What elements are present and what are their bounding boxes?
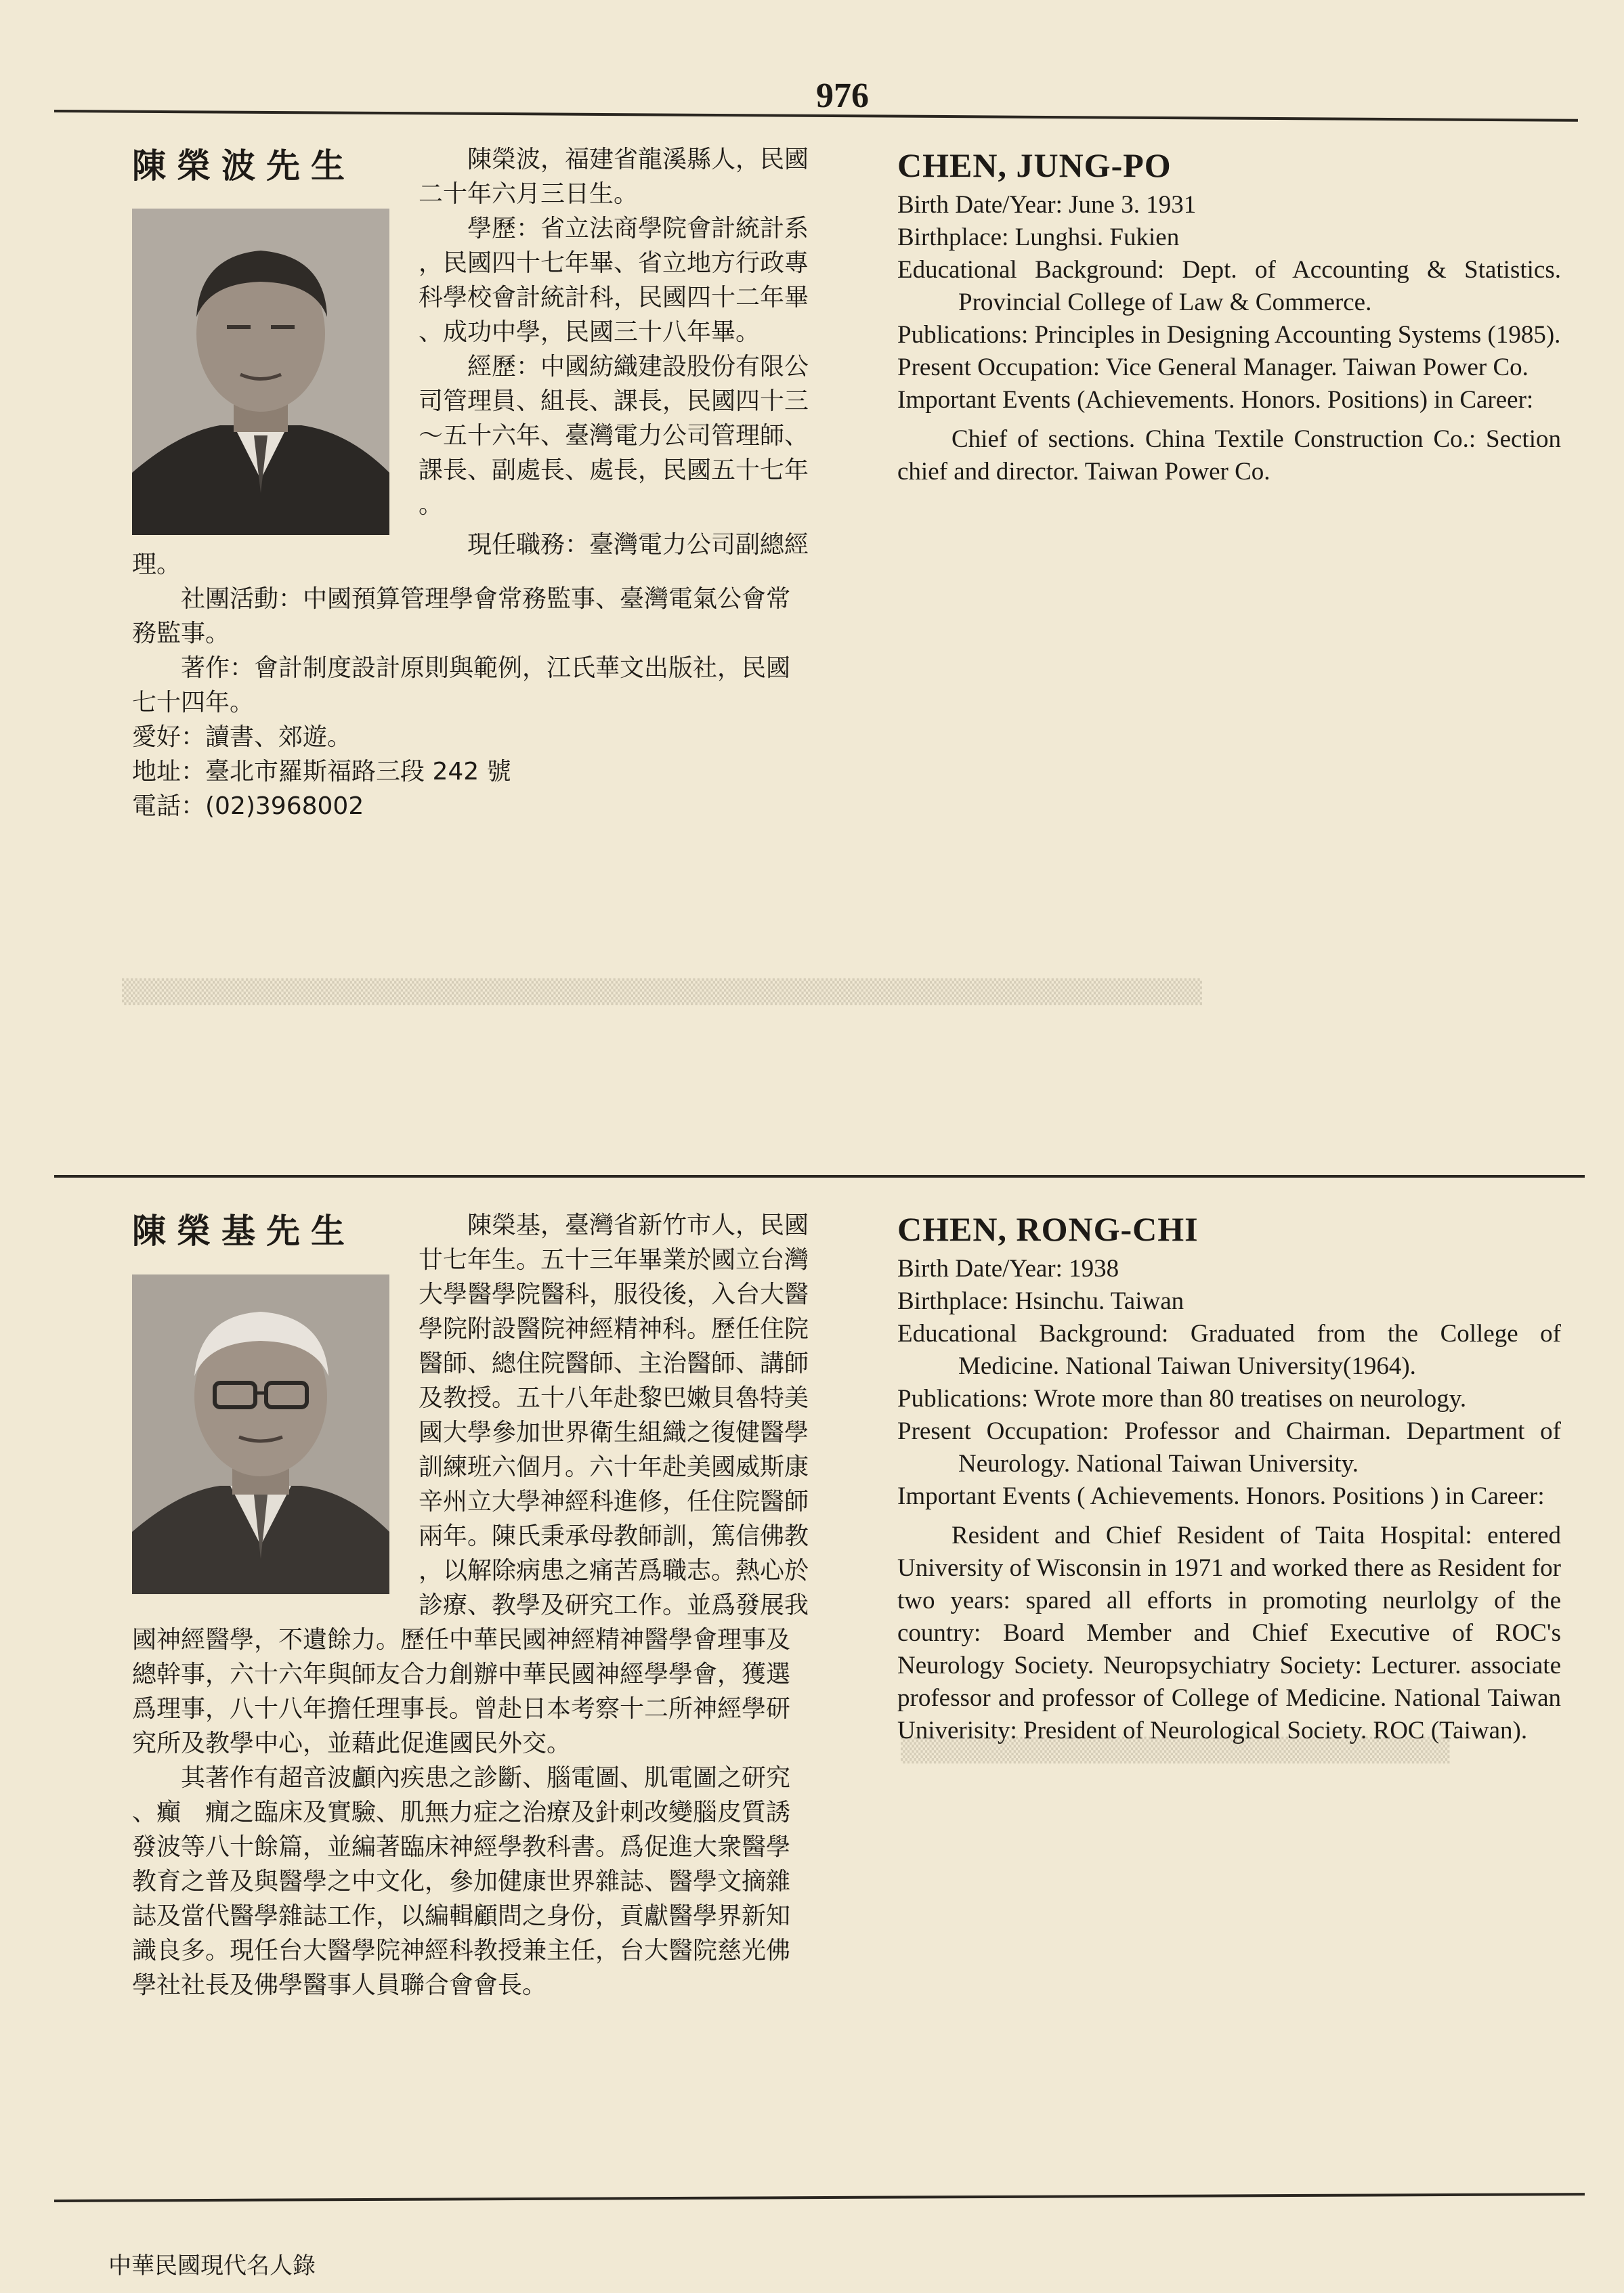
bio-cn-line: 國神經醫學，不遺餘力。歷任中華民國神經精神醫學會理事及 (132, 1626, 791, 1654)
bio-cn-line: 理。 (132, 551, 181, 578)
bio-cn-line: 兩年。陳氏秉承母教師訓，篤信佛教 (419, 1522, 809, 1550)
bio-cn-line: 七十四年。 (132, 689, 255, 716)
bottom-rule (54, 2193, 1585, 2202)
bio-en-column (897, 1209, 1561, 1747)
bio-cn-line: 教育之普及與醫學之中文化，參加健康世界雜誌、醫學文摘雜 (132, 1868, 791, 1895)
bio-cn-line: 學院附設醫院神經精神科。歷任住院 (419, 1315, 809, 1343)
bio-cn-line: 司管理員、組長、課長，民國四十三 (419, 387, 809, 415)
portrait-graphic (132, 209, 389, 535)
en-birth-date: Birth Date/Year: 1938 (897, 1255, 1119, 1283)
bio-cn-line: 著作：會計制度設計原則與範例，江氏華文出版社，民國 (181, 654, 791, 682)
bio-cn-line: 發波等八十餘篇，並編著臨床神經學教科書。爲促進大衆醫學 (132, 1833, 791, 1861)
portrait-photo (132, 209, 389, 535)
entry-name-en: CHEN, RONG-CHI (897, 1210, 1199, 1248)
en-events-text: Resident and Chief Resident of Taita Hospital: entered University of Wisconsin in 1971 and worked there as Resident for two years: spared all efforts in promoting neurlolgy of the country: Board Member and Chief Executive of ROC's Neurology Society. Neuropsychiatry Society: Lecturer. associate professor and professor of College of Medicine. National Taiwan Univerisity: President of Neurological Society. ROC (Taiwan). (897, 1522, 1561, 1744)
bleed-through-texture: ▒▒▒▒▒▒▒▒▒▒▒▒▒▒▒▒▒▒▒▒▒▒▒▒▒▒▒▒▒▒▒▒▒▒▒▒▒▒▒▒▒▒▒▒▒▒▒▒▒▒▒▒▒▒▒▒▒▒▒▒▒ (122, 979, 1202, 1006)
en-occupation: Present Occupation: Professor and Chairman. Department of Neurology. National Taiwan University. (897, 1417, 1561, 1478)
en-birthplace: Birthplace: Lunghsi. Fukien (897, 223, 1180, 251)
bio-cn-line: 學社社長及佛學醫事人員聯合會會長。 (132, 1971, 547, 1999)
bio-cn-line: 訓練班六個月。六十年赴美國威斯康 (419, 1453, 809, 1481)
bio-cn-line: ，民國四十七年畢、省立地方行政專 (419, 249, 809, 277)
bio-cn-line: ，以解除病患之痛苦爲職志。熱心於 (419, 1557, 809, 1585)
bio-cn-line: 辛州立大學神經科進修，任住院醫師 (419, 1488, 809, 1516)
bio-cn-line: 及教授。五十八年赴黎巴嫩貝魯特美 (419, 1384, 809, 1412)
portrait-graphic (132, 1274, 389, 1594)
bio-cn-line: 現任職務：臺灣電力公司副總經 (467, 531, 809, 559)
bio-cn-line: 、癲 癇之臨床及實驗、肌無力症之治療及針刺改變腦皮質誘 (132, 1799, 791, 1826)
bio-cn-line: 務監事。 (132, 620, 230, 647)
footer-book-title: 中華民國現代名人錄 (108, 2252, 316, 2279)
bio-cn-line: 二十年六月三日生。 (419, 180, 639, 208)
portrait-photo (132, 1274, 389, 1594)
bleed-through-texture-2: ▒▒▒▒▒▒▒▒▒▒▒▒▒▒▒▒▒▒▒▒▒▒▒▒▒▒▒▒▒▒▒ (901, 1737, 1450, 1764)
bio-cn-line: 科學校會計統計科，民國四十二年畢 (419, 284, 809, 312)
bio-cn-line: 誌及當代醫學雜誌工作，以編輯顧問之身份，貢獻醫學界新知 (132, 1902, 791, 1930)
page-number: 976 (816, 77, 869, 115)
bio-en-column (897, 146, 1561, 488)
bio-cn-line: 。 (419, 491, 444, 519)
en-birth-date: Birth Date/Year: June 3. 1931 (897, 191, 1197, 219)
bio-cn-line: 地址：臺北市羅斯福路三段 242 號 (132, 758, 511, 786)
en-education: Educational Background: Dept. of Accounting & Statistics. Provincial College of Law & Commerce. (897, 256, 1561, 316)
bio-cn-fullwidth (132, 1623, 836, 2002)
bio-cn-line: 大學醫學院醫科，服役後，入台大醫 (419, 1281, 809, 1308)
en-publications: Publications: Wrote more than 80 treatises on neurology. (897, 1385, 1467, 1413)
bio-cn-column (419, 1208, 832, 1623)
entry-name-cn: 陳榮波先生 (132, 146, 356, 186)
bio-cn-line: 課長、副處長、處長，民國五十七年 (419, 456, 809, 484)
bio-cn-line: 總幹事，六十六年與師友合力創辦中華民國神經學學會，獲選 (132, 1660, 791, 1688)
bio-cn-line: 、成功中學，民國三十八年畢。 (419, 318, 761, 346)
bio-cn-line: 社團活動：中國預算管理學會常務監事、臺灣電氣公會常 (181, 585, 791, 613)
bio-cn-line: 識良多。現任台大醫學院神經科教授兼主任，台大醫院慈光佛 (132, 1937, 791, 1965)
bio-cn-line: 醫師、總住院醫師、主治醫師、講師 (419, 1350, 809, 1377)
entry-name-en: CHEN, JUNG-PO (897, 146, 1172, 184)
bio-cn-line: 電話：(02)3968002 (132, 792, 364, 820)
bio-cn-line: 經歷：中國紡織建設股份有限公 (467, 353, 809, 381)
bio-cn-line: 愛好：讀書、郊遊。 (132, 723, 352, 751)
bio-cn-line: 廿七年生。五十三年畢業於國立台灣 (419, 1246, 809, 1274)
bio-cn-column (419, 142, 832, 562)
bio-cn-line: 其著作有超音波顱內疾患之診斷、腦電圖、肌電圖之研究 (181, 1764, 791, 1792)
en-events-text: Chief of sections. China Textile Construction Co.: Section chief and director. Taiwan Power Co. (897, 425, 1561, 486)
en-education: Educational Background: Graduated from the College of Medicine. National Taiwan University(1964). (897, 1320, 1561, 1380)
bio-cn-line: 陳榮基，臺灣省新竹市人，民國 (467, 1212, 809, 1239)
en-events-heading: Important Events (Achievements. Honors. Positions) in Career: (897, 386, 1534, 414)
bio-cn-line: ～五十六年、臺灣電力公司管理師、 (419, 422, 809, 450)
en-birthplace: Birthplace: Hsinchu. Taiwan (897, 1287, 1184, 1315)
en-occupation: Present Occupation: Vice General Manager. Taiwan Power Co. (897, 353, 1529, 381)
en-events-heading: Important Events ( Achievements. Honors. Positions ) in Career: (897, 1482, 1545, 1510)
bio-cn-line: 學歷：省立法商學院會計統計系 (467, 215, 809, 242)
bio-cn-line: 陳榮波，福建省龍溪縣人，民國 (467, 146, 809, 173)
middle-rule (54, 1175, 1585, 1178)
bio-cn-line: 究所及教學中心，並藉此促進國民外交。 (132, 1730, 572, 1757)
bio-cn-fullwidth (132, 547, 836, 823)
bio-cn-line: 爲理事，八十八年擔任理事長。曾赴日本考察十二所神經學研 (132, 1695, 791, 1723)
en-publications: Publications: Principles in Designing Accounting Systems (1985). (897, 321, 1561, 349)
entry-name-cn: 陳榮基先生 (132, 1212, 356, 1251)
bio-cn-line: 診療、教學及研究工作。並爲發展我 (419, 1591, 809, 1619)
bio-cn-line: 國大學參加世界衛生組織之復健醫學 (419, 1419, 809, 1446)
